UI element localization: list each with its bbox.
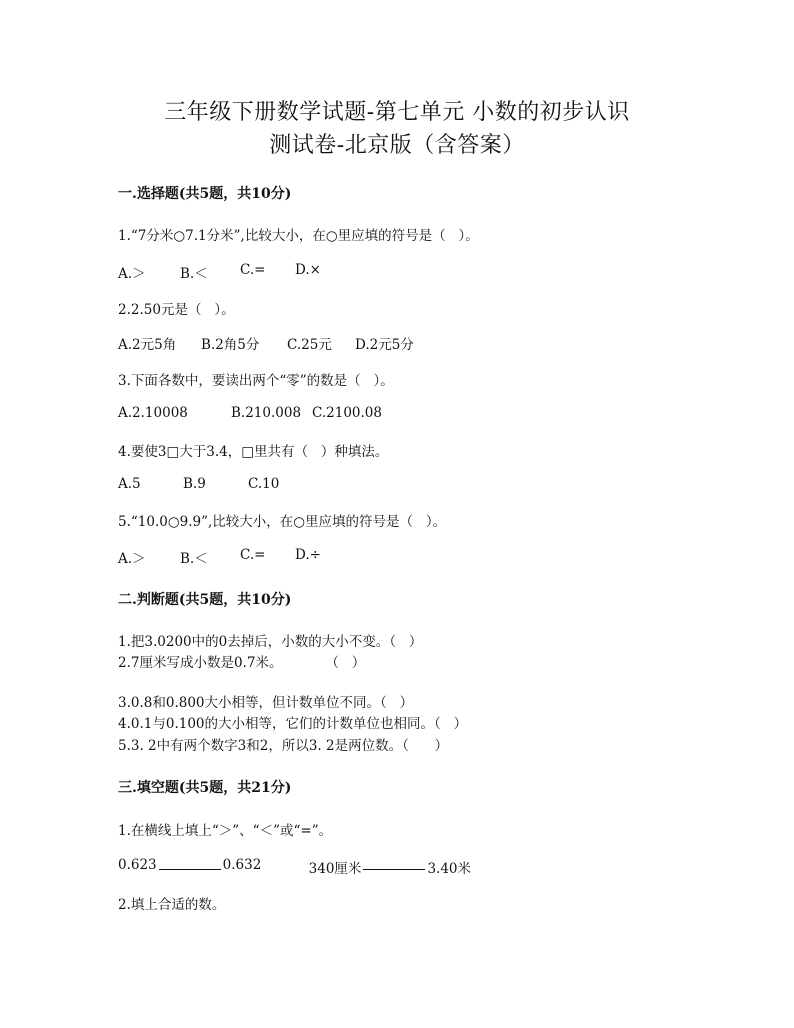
fill-value: 3.40米 bbox=[427, 861, 471, 877]
section-heading-fill: 三.填空题(共5题，共21分) bbox=[118, 780, 292, 796]
judge-item-2: 2.7厘米写成小数是0.7米。 （ ） bbox=[118, 655, 366, 671]
choice-question-2: 2.2.50元是（ ）。 bbox=[118, 302, 235, 318]
option: D.× bbox=[295, 262, 321, 278]
option: A.＞ bbox=[118, 266, 146, 282]
fill-value: 340厘米 bbox=[308, 861, 362, 877]
choice-options-3 bbox=[118, 405, 382, 421]
choice-options-2 bbox=[118, 333, 414, 353]
option: C.= bbox=[240, 262, 266, 278]
fill-question-2: 2.填上合适的数。 bbox=[118, 897, 226, 913]
option: A.2元5角 bbox=[118, 337, 177, 353]
choice-options-5 bbox=[118, 547, 321, 567]
fill-question-1-items bbox=[118, 857, 471, 877]
option: A.5 bbox=[118, 476, 141, 492]
option: D.2元5分 bbox=[355, 337, 414, 353]
option: C.= bbox=[240, 547, 266, 563]
option: C.25元 bbox=[287, 337, 332, 353]
option: B.2角5分 bbox=[201, 337, 260, 353]
section-heading-judge: 二.判断题(共5题，共10分) bbox=[118, 592, 292, 608]
option: C.10 bbox=[248, 476, 280, 492]
fill-question-1: 1.在横线上填上“＞”、“＜”或“=”。 bbox=[118, 823, 333, 839]
choice-options-1 bbox=[118, 262, 321, 282]
option: B.＜ bbox=[180, 551, 208, 567]
answer-blank[interactable] bbox=[159, 857, 221, 870]
choice-question-3: 3.下面各数中，要读出两个“零”的数是（ ）。 bbox=[118, 373, 394, 389]
section-heading-choice: 一.选择题(共5题，共10分) bbox=[118, 186, 292, 202]
option: B.＜ bbox=[180, 266, 208, 282]
judge-item-5: 5.3. 2中有两个数字3和2，所以3. 2是两位数。（ ） bbox=[118, 738, 449, 754]
judge-item-1: 1.把3.0200中的0去掉后，小数的大小不变。（ ） bbox=[118, 634, 423, 650]
option: A.2.10008 bbox=[118, 405, 188, 421]
fill-value: 0.632 bbox=[222, 857, 262, 873]
option: A.＞ bbox=[118, 551, 146, 567]
judge-item-4: 4.0.1与0.100的大小相等，它们的计数单位也相同。（ ） bbox=[118, 716, 468, 732]
choice-question-4: 4.要使3□大于3.4，□里共有（ ）种填法。 bbox=[118, 444, 389, 460]
choice-question-1: 1.“7分米○7.1分米”,比较大小，在○里应填的符号是（ ）。 bbox=[118, 228, 479, 244]
page-title-line-1: 三年级下册数学试题-第七单元 小数的初步认识 bbox=[164, 100, 630, 125]
judge-item-3: 3.0.8和0.800大小相等，但计数单位不同。（ ） bbox=[118, 695, 414, 711]
option: C.2100.08 bbox=[312, 405, 382, 421]
answer-blank[interactable] bbox=[363, 857, 425, 870]
option: B.9 bbox=[183, 476, 206, 492]
option: B.210.008 bbox=[231, 405, 302, 421]
fill-value: 0.623 bbox=[118, 857, 157, 873]
choice-options-4 bbox=[118, 476, 279, 492]
page-title-line-2: 测试卷-北京版（含答案） bbox=[269, 133, 525, 158]
option: D.÷ bbox=[295, 547, 321, 563]
choice-question-5: 5.“10.0○9.9”,比较大小，在○里应填的符号是（ ）。 bbox=[118, 514, 447, 530]
